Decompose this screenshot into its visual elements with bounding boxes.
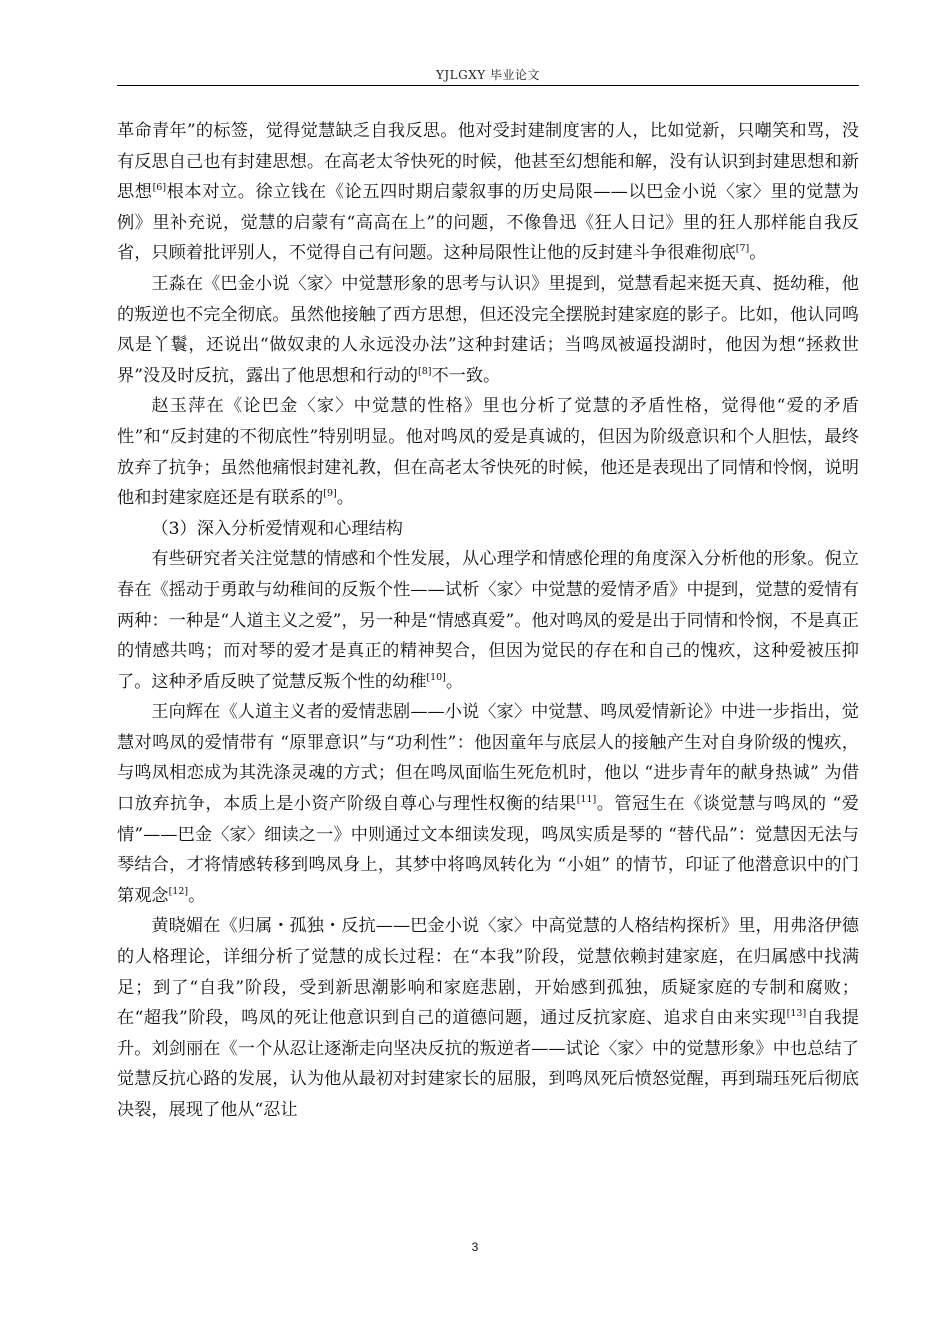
- citation-ref: [13]: [786, 1008, 807, 1020]
- text-run: 王向辉在《人道主义者的爱情悲剧——小说〈家〉中觉慧、鸣凤爱情新论》中进一步指出，觉慧对鸣凤的爱情带有 “原罪意识”与“功利性”：他因童年与底层人的接触产生对自身阶级的愧疚，与鸣凤相恋成为其洗涤灵魂的方式；但在鸣凤面临生死危机时，他以 “进步青年的献身热诚” 为借口放弃抗争，本质上是小资产阶级自尊心与理性权衡的结果: [117, 702, 859, 815]
- citation-ref: [8]: [417, 365, 432, 377]
- text-run: 赵玉萍在《论巴金〈家〉中觉慧的性格》里也分析了觉慧的矛盾性格，觉得他“爱的矛盾性”和“反封建的不彻底性”特别明显。他对鸣凤的爱是真诚的，但因为阶级意识和个人胆怯，最终放弃了抗争；虽然他痛恨封建礼教，但在高老太爷快死的时候，他还是表现出了同情和怜悯，说明他和封建家庭还是有联系的: [117, 396, 859, 509]
- paragraph: [117, 116, 859, 269]
- paragraph: [117, 544, 859, 697]
- header-rule: [117, 85, 859, 86]
- text-run: 王淼在《巴金小说〈家〉中觉慧形象的思考与认识》里提到，觉慧看起来挺天真、挺幼稚，他的叛逆也不完全彻底。虽然他接触了西方思想，但还没完全摆脱封建家庭的影子。比如，他认同鸣凤是丫鬟，还说出“做奴隶的人永远没办法”这种封建话；当鸣凤被逼投湖时，他因为想“拯救世界”没及时反抗，露出了他思想和行动的: [117, 273, 859, 386]
- text-run: 有些研究者关注觉慧的情感和个性发展，从心理学和情感伦理的角度深入分析他的形象。倪立春在《摇动于勇敢与幼稚间的反叛个性——试析〈家〉中觉慧的爱情矛盾》中提到，觉慧的爱情有两种：一种是“人道主义之爱”，另一种是“情感真爱”。他对鸣凤的爱是出于同情和怜悯，不是真正的情感共鸣；而对琴的爱才是真正的精神契合，但因为觉民的存在和自己的愧疚，这种爱被压抑了。这种矛盾反映了觉慧反叛个性的幼稚: [117, 549, 859, 692]
- paragraph: [117, 269, 859, 391]
- text-run: 。: [445, 671, 464, 692]
- body-text: [117, 116, 859, 1126]
- citation-ref: [7]: [735, 243, 750, 255]
- text-run: 根本对立。徐立钱在《论五四时期启蒙叙事的历史局限——以巴金小说〈家〉里的觉慧为例》里补充说，觉慧的启蒙有“高高在上”的问题，不像鲁迅《狂人日记》里的狂人那样能自我反省，只顾着批评别人，不觉得自己有问题。这种局限性让他的反封建斗争很难彻底: [117, 182, 859, 264]
- citation-ref: [12]: [168, 885, 189, 897]
- paragraph: [117, 391, 859, 513]
- citation-ref: [9]: [323, 488, 337, 499]
- page-number: 3: [471, 1240, 479, 1254]
- section-heading: [117, 514, 859, 545]
- text-run: 。: [749, 243, 767, 264]
- paragraph: [117, 697, 859, 911]
- citation-ref: [11]: [576, 793, 597, 805]
- page-header: YJLGXY 毕业论文: [435, 68, 541, 82]
- text-run: 。: [188, 885, 206, 906]
- text-run: 自我提升。刘剑丽在《一个从忍让逐渐走向坚决反抗的叛逆者——试论〈家〉中的觉慧形象》中也总结了觉慧反抗心路的发展，认为他从最初对封建家长的屈服，到鸣凤死后愤怒觉醒，再到瑞珏死后彻底决裂，展现了他从“忍让: [117, 1008, 859, 1120]
- text-run: 不一致。: [431, 365, 501, 386]
- text-run: 黄晓媚在《归属・孤独・反抗——巴金小说〈家〉中高觉慧的人格结构探析》里，用弗洛伊德的人格理论，详细分析了觉慧的成长过程：在“本我”阶段，觉慧依赖封建家庭，在归属感中找满足；到了“自我”阶段，受到新思潮影响和家庭悲剧，开始感到孤独，质疑家庭的专制和腐败；在“超我”阶段，鸣凤的死让他意识到自己的道德问题，通过反抗家庭、追求自由来实现: [117, 916, 859, 1029]
- paragraph: [117, 911, 859, 1125]
- text-run: 。: [336, 488, 354, 509]
- citation-ref: [10]: [426, 671, 446, 683]
- text-run: （3）深入分析爱情观和心理结构: [151, 518, 403, 539]
- text-run: 革命青年”的标签，觉得觉慧缺乏自我反思。他对受封建制度害的人，比如觉新，只嘲笑和骂，没有反思自己也有封建思想。在高老太爷快死的时候，他甚至幻想能和解，没有认识到封建思想和新思想: [117, 121, 859, 203]
- text-run: 。管冠生在《谈觉慧与鸣凤的 “爱情”——巴金〈家〉细读之一》中则通过文本细读发现，鸣凤实质是琴的 “替代品”：觉慧因无法与琴结合，才将情感转移到鸣凤身上，其梦中将鸣凤转化为 “小姐” 的情节，印证了他潜意识中的门第观念: [117, 794, 859, 906]
- citation-ref: [6]: [152, 182, 167, 194]
